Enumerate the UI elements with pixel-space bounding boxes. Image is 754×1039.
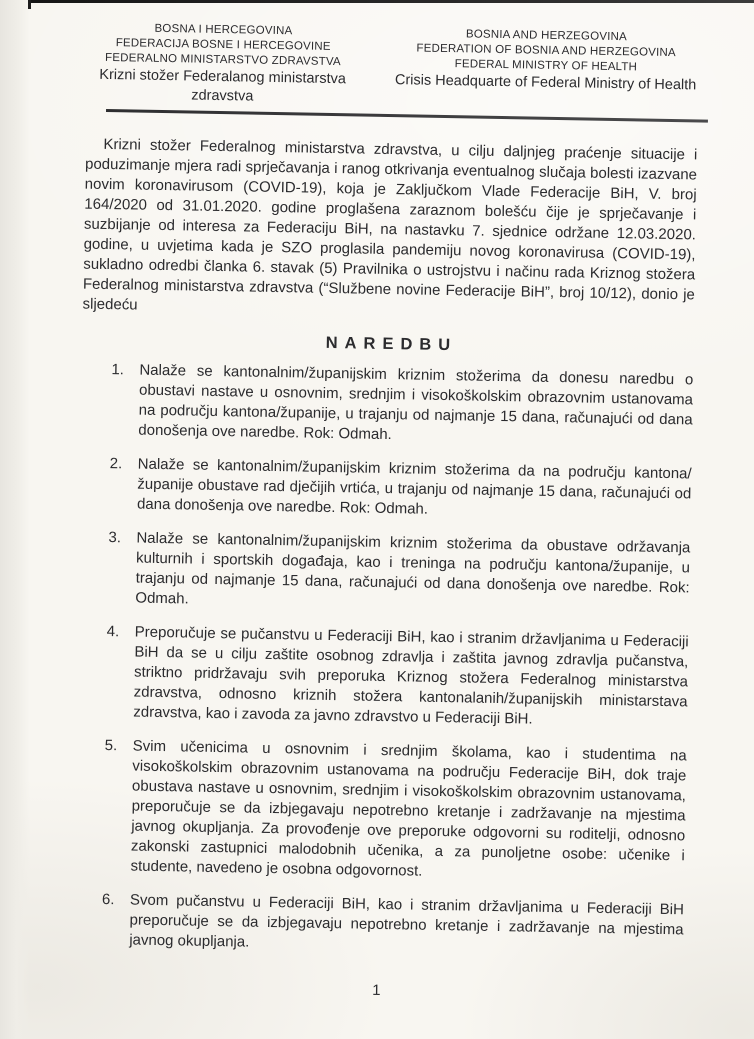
intro-paragraph: Krizni stožer Federalnog ministarstva zdravstva, u cilju daljnjeg praćenje situacije i poduzimanje mjera radi sprječavanja i ranog otkrivanja eventualnog slučaja bolesti izazvane novim koronavirusom (COVID-19), koja je Zaključkom Vlade Federacije BiH, V. broj 164/2020 od 31.01.2020. godine proglašena zaraznom bolešću čije je sprječavanje i suzbijanje od interesa za Federaciju BiH, na nastavku 7. sjednice održane 12.03.2020. godine, u uvjetima kada je SZO proglasila pandemiju novog koronavirusa (COVID-19), sukladno odredbi članka 6. stavak (5) Pravilnika o ustrojstvu i načinu rada Kriznog stožera Federalnog ministarstva zdravstva (“Službene novine Federacije BiH”, broj 10/12), donio je sljedeću bbox=[82, 135, 698, 314]
letterhead-line-federation-bs: FEDERACIJA BOSNE I HERCEGOVINE bbox=[115, 37, 331, 53]
order-item-1 bbox=[110, 360, 693, 450]
order-item-6 bbox=[101, 890, 684, 960]
order-title: NAREDBU bbox=[325, 333, 458, 354]
item-number: 5. bbox=[104, 736, 118, 754]
item-text: Nalaže se kantonalnim/županijskim kriznim stožerima da donesu naredbu o obustavi nastave u osnovnim, srednjim i visokoškolskim obrazovnim ustanovama na području kantona/županije, u trajanju od najmanje 15 dana, računajući od dana donošenja ove naredbe. Rok: Odmah. bbox=[138, 361, 694, 443]
letterhead-english bbox=[392, 26, 699, 95]
letterhead-line-ministry-en: FEDERAL MINISTRY OF HEALTH bbox=[454, 58, 638, 74]
item-text: Preporučuje se pučanstvu u Federaciji BiH, kao i stranim državljanima u Federaciji BiH da se u cilju zaštite osobnog zdravlja i zaštita javnog zdravlja pučanstva, striktno pridržavaju svih preporuka Kriznog stožera Federalnog ministarstva zdravstva, odnosno kriznih stožera kantonalanih/županijskih ministarstava zdravstva, kao i zavoda za javno zdravstvo u Federaciji BiH. bbox=[133, 623, 689, 728]
order-item-3 bbox=[107, 528, 690, 618]
letterhead-line-crisis-hq-bs: Krizni stožer Federalanog ministarstva zdravstva bbox=[99, 66, 347, 105]
letterhead-line-ministry-bs: FEDERALNO MINISTARSTVO ZDRAVSTVA bbox=[104, 51, 341, 69]
order-item-5 bbox=[102, 736, 686, 886]
order-items-list bbox=[71, 359, 693, 960]
page-number: 1 bbox=[372, 981, 381, 999]
letterhead-line-crisis-hq-en: Crisis Headquarte of Federal Ministry of Health bbox=[394, 72, 697, 94]
item-text: Nalaže se kantonalnim/županijskim kriznim stožerima da obustave održavanja kulturnih i sportskih događaja, kao i treninga na području kantona/županije, u trajanju od najmanje 15 dana, računajući od dana donošenja ove naredbe. Rok: Odmah. bbox=[135, 529, 691, 607]
letterhead-line-country-en: BOSNIA AND HERZEGOVINA bbox=[465, 28, 628, 44]
order-item-4 bbox=[105, 622, 689, 732]
letterhead bbox=[86, 21, 699, 115]
item-number: 1. bbox=[111, 360, 125, 378]
letterhead-line-federation-en: FEDERATION OF BOSNIA AND HERZEGOVINA bbox=[416, 42, 676, 60]
item-text: Nalaže se kantonalnim/županijskim kriznim stožerima da na području kantona/županije obustave rad dječijih vrtića, u trajanju od najmanje 15 dana, računajući od dana donošenja ove naredbe. Rok: Odmah. bbox=[136, 455, 692, 518]
letterhead-bosnian bbox=[86, 21, 359, 109]
item-text: Svim učenicima u osnovnim i srednjim školama, kao i studentima na visokoškolskim obrazovnim ustanovama na području Federacije BiH, dok traje obustava nastave u osnovnim, srednjim i visokoškolskim obrazovnim ustanovama, preporučuje se da izbjegavaju nepotrebno kretanje i zadržavanje na mjestima javnog okupljanja. Za provođenje ove preporuke odgovorni su roditelji, odnosno zakonski zastupnici malodobnih učenika, a za punoljetne osobe: učenike i studente, navedeno je osobna odgovornost. bbox=[130, 737, 687, 880]
item-number: 3. bbox=[108, 528, 122, 546]
item-text: Svom pučanstvu u Federaciji BiH, kao i stranim državljanima u Federaciji BiH preporučuje se da izbjegavaju nepotrebno kretanje i zadržavanje na mjestima javnog okupljanja. bbox=[129, 890, 685, 951]
item-number: 6. bbox=[101, 890, 115, 908]
item-number: 4. bbox=[106, 622, 120, 640]
letterhead-line-country-bs: BOSNA I HERCEGOVINA bbox=[154, 22, 293, 38]
item-number: 2. bbox=[109, 454, 123, 472]
order-item-2 bbox=[109, 454, 692, 524]
